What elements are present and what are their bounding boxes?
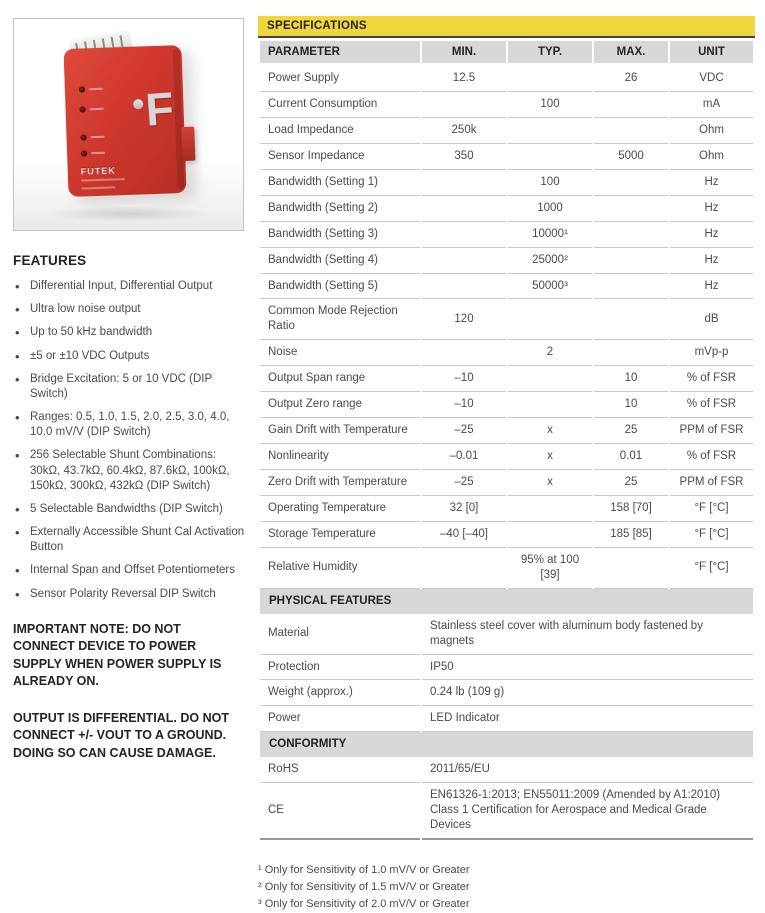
spec-parameter-cell: Common Mode Rejection Ratio	[260, 299, 420, 340]
spec-max-cell: 10	[594, 366, 668, 392]
spec-typ-cell: x	[508, 470, 592, 496]
din-clip	[181, 127, 195, 161]
spec-unit-cell: Hz	[670, 170, 753, 196]
spec-parameter-cell: Bandwidth (Setting 4)	[260, 248, 420, 274]
spec-max-cell	[594, 340, 668, 366]
spec-parameter-cell: Gain Drift with Temperature	[260, 418, 420, 444]
spec-parameter-cell: Operating Temperature	[260, 496, 420, 522]
spec-typ-cell	[508, 496, 592, 522]
physical-features-parameter-cell: Material	[260, 614, 420, 655]
spec-typ-cell: 50000³	[508, 274, 592, 300]
spec-parameter-cell: Nonlinearity	[260, 444, 420, 470]
spec-parameter-cell: Current Consumption	[260, 92, 420, 118]
spec-typ-cell: 95% at 100 [39]	[508, 548, 592, 589]
spec-row	[260, 144, 753, 170]
spec-parameter-cell: Bandwidth (Setting 5)	[260, 274, 420, 300]
spec-max-cell	[594, 92, 668, 118]
futek-f-logo-icon	[143, 81, 176, 136]
spec-parameter-cell: Output Zero range	[260, 392, 420, 418]
spec-parameter-cell: Output Span range	[260, 366, 420, 392]
spec-typ-cell: 1000	[508, 196, 592, 222]
spec-row	[260, 66, 753, 92]
spec-typ-cell	[508, 118, 592, 144]
spec-max-cell	[594, 196, 668, 222]
spec-min-cell: –10	[422, 366, 506, 392]
spec-min-cell: 32 [0]	[422, 496, 506, 522]
physical-features-value-cell: IP50	[422, 655, 753, 681]
feature-item: • 5 Selectable Bandwidths (DIP Switch)	[13, 502, 246, 517]
right-column	[258, 16, 755, 913]
spec-row	[260, 340, 753, 366]
specifications-section-header: SPECIFICATIONS	[258, 16, 755, 38]
spec-row	[260, 248, 753, 274]
spec-unit-cell: % of FSR	[670, 366, 753, 392]
product-image	[13, 18, 244, 231]
spec-min-cell	[422, 340, 506, 366]
spec-unit-cell: VDC	[670, 66, 753, 92]
column-header-parameter: PARAMETER	[260, 41, 420, 66]
spec-max-cell	[594, 170, 668, 196]
spec-min-cell	[422, 548, 506, 589]
spec-parameter-cell: Load Impedance	[260, 118, 420, 144]
conformity-value-line: EN61326-1:2013; EN55011:2009 (Amended by A1:2010)	[430, 789, 721, 802]
feature-item: • ±5 or ±10 VDC Outputs	[13, 349, 246, 364]
spec-row	[260, 274, 753, 300]
physical-features-value-cell: 0.24 lb (109 g)	[422, 680, 753, 706]
feature-item: • Ultra low noise output	[13, 302, 246, 317]
spec-max-cell: 25	[594, 418, 668, 444]
spec-min-cell: 120	[422, 299, 506, 340]
spec-typ-cell	[508, 522, 592, 548]
spec-min-cell: 12.5	[422, 66, 506, 92]
spec-row	[260, 366, 753, 392]
spec-unit-cell: PPM of FSR	[670, 470, 753, 496]
spec-max-cell: 5000	[594, 144, 668, 170]
spec-unit-cell: PPM of FSR	[670, 418, 753, 444]
features-list	[13, 279, 246, 602]
conformity-section-title: CONFORMITY	[260, 732, 753, 757]
spec-typ-cell	[508, 366, 592, 392]
spec-row	[260, 196, 753, 222]
spec-table-header-row	[260, 41, 753, 66]
spec-parameter-cell: Sensor Impedance	[260, 144, 420, 170]
spec-max-cell	[594, 118, 668, 144]
device-brand-text: FUTEK	[80, 165, 116, 177]
physical-features-row	[260, 614, 753, 655]
spec-parameter-cell: Noise	[260, 340, 420, 366]
spec-unit-cell: % of FSR	[670, 392, 753, 418]
feature-item: • Differential Input, Differential Output	[13, 279, 246, 294]
spec-max-cell: 0.01	[594, 444, 668, 470]
spec-unit-cell: Ohm	[670, 118, 753, 144]
spec-max-cell: 158 [70]	[594, 496, 668, 522]
spec-max-cell: 185 [85]	[594, 522, 668, 548]
conformity-value-cell	[422, 783, 753, 840]
spec-parameter-cell: Power Supply	[260, 66, 420, 92]
spec-max-cell	[594, 274, 668, 300]
spec-typ-cell: x	[508, 418, 592, 444]
feature-item: • 256 Selectable Shunt Combinations: 30kΩ, 43.7kΩ, 60.4kΩ, 87.6kΩ, 100kΩ, 150kΩ, 300kΩ, 432kΩ (DIP Switch)	[13, 448, 246, 494]
spec-unit-cell: °F [°C]	[670, 548, 753, 589]
spec-min-cell	[422, 222, 506, 248]
section-header-conformity	[260, 732, 753, 757]
spec-typ-cell: 100	[508, 92, 592, 118]
output-warning-note: OUTPUT IS DIFFERENTIAL. DO NOT CONNECT +/- VOUT TO A GROUND. DOING SO CAN CAUSE DAMAGE.	[13, 710, 229, 760]
footnote-line: ² Only for Sensitivity of 1.5 mV/V or Greater	[258, 881, 470, 894]
spec-min-cell	[422, 170, 506, 196]
features-title: FEATURES	[13, 253, 87, 268]
spec-parameter-cell: Bandwidth (Setting 2)	[260, 196, 420, 222]
spec-row	[260, 522, 753, 548]
spec-typ-cell	[508, 144, 592, 170]
device-shadow	[44, 206, 214, 222]
spec-parameter-cell: Relative Humidity	[260, 548, 420, 589]
feature-item: • Up to 50 kHz bandwidth	[13, 325, 246, 340]
spec-row	[260, 222, 753, 248]
spec-max-cell: 25	[594, 470, 668, 496]
spec-unit-cell: Hz	[670, 274, 753, 300]
spec-unit-cell: Hz	[670, 248, 753, 274]
physical-features-value-cell: Stainless steel cover with aluminum body fastened by magnets	[422, 614, 753, 655]
spec-typ-cell: x	[508, 444, 592, 470]
physical-features-parameter-cell: Protection	[260, 655, 420, 681]
column-header-typ: TYP.	[508, 41, 592, 66]
physical-features-row	[260, 706, 753, 732]
spec-row	[260, 170, 753, 196]
spec-parameter-cell: Bandwidth (Setting 1)	[260, 170, 420, 196]
spec-max-cell: 10	[594, 392, 668, 418]
physical-features-row	[260, 680, 753, 706]
physical-features-parameter-cell: Power	[260, 706, 420, 732]
left-column	[13, 18, 246, 762]
spec-max-cell	[594, 222, 668, 248]
spec-unit-cell: Hz	[670, 196, 753, 222]
device-illustration	[63, 45, 186, 197]
feature-item: • Internal Span and Offset Potentiometers	[13, 563, 246, 578]
column-header-unit: UNIT	[670, 41, 753, 66]
spec-max-cell	[594, 299, 668, 340]
spec-table-body	[260, 66, 753, 840]
conformity-row	[260, 757, 753, 783]
spec-min-cell	[422, 248, 506, 274]
section-header-physical-features	[260, 589, 753, 614]
spec-max-cell	[594, 248, 668, 274]
spec-unit-cell: mVp-p	[670, 340, 753, 366]
spec-min-cell	[422, 92, 506, 118]
spec-unit-cell: Ohm	[670, 144, 753, 170]
spec-row	[260, 299, 753, 340]
physical-features-parameter-cell: Weight (approx.)	[260, 680, 420, 706]
spec-parameter-cell: Bandwidth (Setting 3)	[260, 222, 420, 248]
conformity-value-line: Class 1 Certification for Aerospace and Medical Grade Devices	[430, 804, 707, 832]
spec-row	[260, 470, 753, 496]
feature-item: • Ranges: 0.5, 1.0, 1.5, 2.0, 2.5, 3.0, 4.0, 10.0 mV/V (DIP Switch)	[13, 410, 246, 440]
spec-row	[260, 92, 753, 118]
important-note: IMPORTANT NOTE: DO NOT CONNECT DEVICE TO POWER SUPPLY WHEN POWER SUPPLY IS ALREADY ON.	[13, 621, 222, 689]
spec-typ-cell: 100	[508, 170, 592, 196]
spec-row	[260, 418, 753, 444]
spec-min-cell: –25	[422, 470, 506, 496]
spec-unit-cell: °F [°C]	[670, 522, 753, 548]
spec-row	[260, 444, 753, 470]
spec-typ-cell	[508, 299, 592, 340]
conformity-row	[260, 783, 753, 840]
physical-features-row	[260, 655, 753, 681]
spec-min-cell: –10	[422, 392, 506, 418]
spec-typ-cell: 2	[508, 340, 592, 366]
spec-min-cell: 250k	[422, 118, 506, 144]
spec-row	[260, 392, 753, 418]
spec-min-cell: –40 [–40]	[422, 522, 506, 548]
footnote-line: ¹ Only for Sensitivity of 1.0 mV/V or Greater	[258, 864, 470, 876]
spec-min-cell	[422, 196, 506, 222]
spec-typ-cell: 10000¹	[508, 222, 592, 248]
spec-row	[260, 548, 753, 589]
spec-table	[258, 41, 755, 840]
feature-item: • Sensor Polarity Reversal DIP Switch	[13, 587, 246, 602]
spec-parameter-cell: Storage Temperature	[260, 522, 420, 548]
spec-unit-cell: Hz	[670, 222, 753, 248]
conformity-parameter-cell: RoHS	[260, 757, 420, 783]
feature-item: • Bridge Excitation: 5 or 10 VDC (DIP Switch)	[13, 372, 246, 402]
spec-row	[260, 118, 753, 144]
spec-typ-cell: 25000²	[508, 248, 592, 274]
spec-parameter-cell: Zero Drift with Temperature	[260, 470, 420, 496]
spec-unit-cell: °F [°C]	[670, 496, 753, 522]
footnote-line: ³ Only for Sensitivity of 2.0 mV/V or Greater	[258, 898, 470, 911]
spec-min-cell: –25	[422, 418, 506, 444]
column-header-min: MIN.	[422, 41, 506, 66]
feature-item: • Externally Accessible Shunt Cal Activation Button	[13, 525, 246, 555]
spec-max-cell: 26	[594, 66, 668, 92]
spec-min-cell: 350	[422, 144, 506, 170]
spec-min-cell: –0.01	[422, 444, 506, 470]
conformity-parameter-cell: CE	[260, 783, 420, 840]
spec-row	[260, 496, 753, 522]
logo-letter: F	[143, 81, 176, 136]
footnotes	[258, 862, 755, 913]
spec-typ-cell	[508, 392, 592, 418]
spec-unit-cell: % of FSR	[670, 444, 753, 470]
spec-unit-cell: dB	[670, 299, 753, 340]
physical-features-value-cell: LED Indicator	[422, 706, 753, 732]
spec-typ-cell	[508, 66, 592, 92]
spec-min-cell	[422, 274, 506, 300]
physical-features-section-title: PHYSICAL FEATURES	[260, 589, 753, 614]
spec-unit-cell: mA	[670, 92, 753, 118]
conformity-value-cell: 2011/65/EU	[422, 757, 753, 783]
column-header-max: MAX.	[594, 41, 668, 66]
spec-max-cell	[594, 548, 668, 589]
